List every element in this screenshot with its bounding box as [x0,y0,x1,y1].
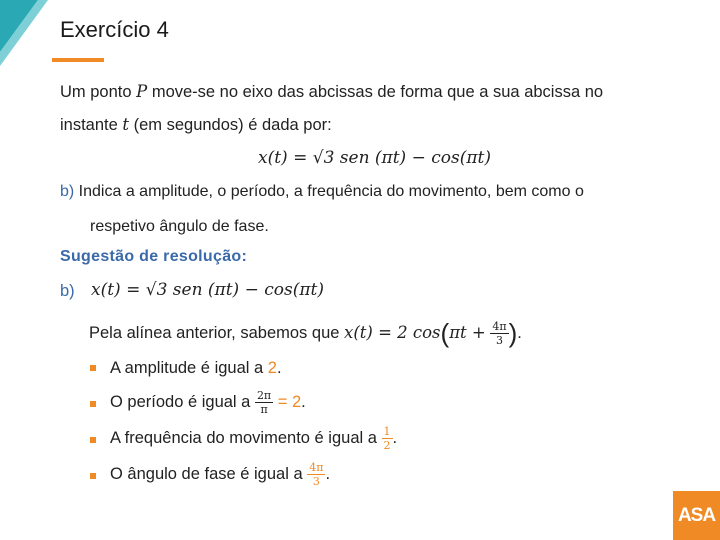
answer-formula: x(t) = √3 sen (πt) − cos(πt) [91,280,324,300]
bullet-phase: O ângulo de fase é igual a $\frac{4\pi}{3}$ . [110,461,331,488]
prior-formula-left: x(t) = 2 cos [344,322,441,342]
prior-fraction: $\frac{4\pi}{3}$ [492,320,507,347]
bullet-marker [90,401,96,407]
question-label: b) [60,183,75,200]
bullet-marker [90,473,96,479]
answer-label: b) [60,282,75,300]
intro-line-1: Um ponto P move-se no eixo das abcissas de forma que a sua abcissa no [60,82,604,101]
intro-line-2: instante t (em segundos) é dada por: [60,115,332,134]
hint-heading: Sugestão de resolução: [60,248,248,265]
bullet-frequency: A frequência do movimento é igual a $\frac{1}{2}$ . [110,425,398,452]
bullet-marker [90,365,96,371]
slide-title: Exercício 4 [60,17,169,42]
prior-line: Pela alínea anterior, sabemos que x(t) = 2 cos(πt + $\frac{4\pi}{3}$ ). [89,318,522,348]
frequency-fraction: $\frac{1}{2}$ [383,425,391,452]
period-fraction: $\frac{2\pi}{\pi}$ [256,389,272,416]
prior-formula-inner: πt + [449,322,486,342]
bullet-period: O período é igual a $\frac{2\pi}{\pi}$ = 2. [110,389,306,416]
question-line-2: respetivo ângulo de fase. [90,218,269,235]
question-line-1: b) Indica a amplitude, o período, a frequência do movimento, bem como o [60,183,584,200]
asa-logo: ASA [673,491,720,540]
title-underline [52,58,104,62]
bullet-amplitude: A amplitude é igual a 2. [110,359,282,377]
var-p: P [136,82,148,101]
var-t: t [122,115,130,134]
main-formula: x(t) = √3 sen (πt) − cos(πt) [258,148,491,168]
bullet-marker [90,437,96,443]
phase-fraction: $\frac{4\pi}{3}$ [309,461,324,488]
